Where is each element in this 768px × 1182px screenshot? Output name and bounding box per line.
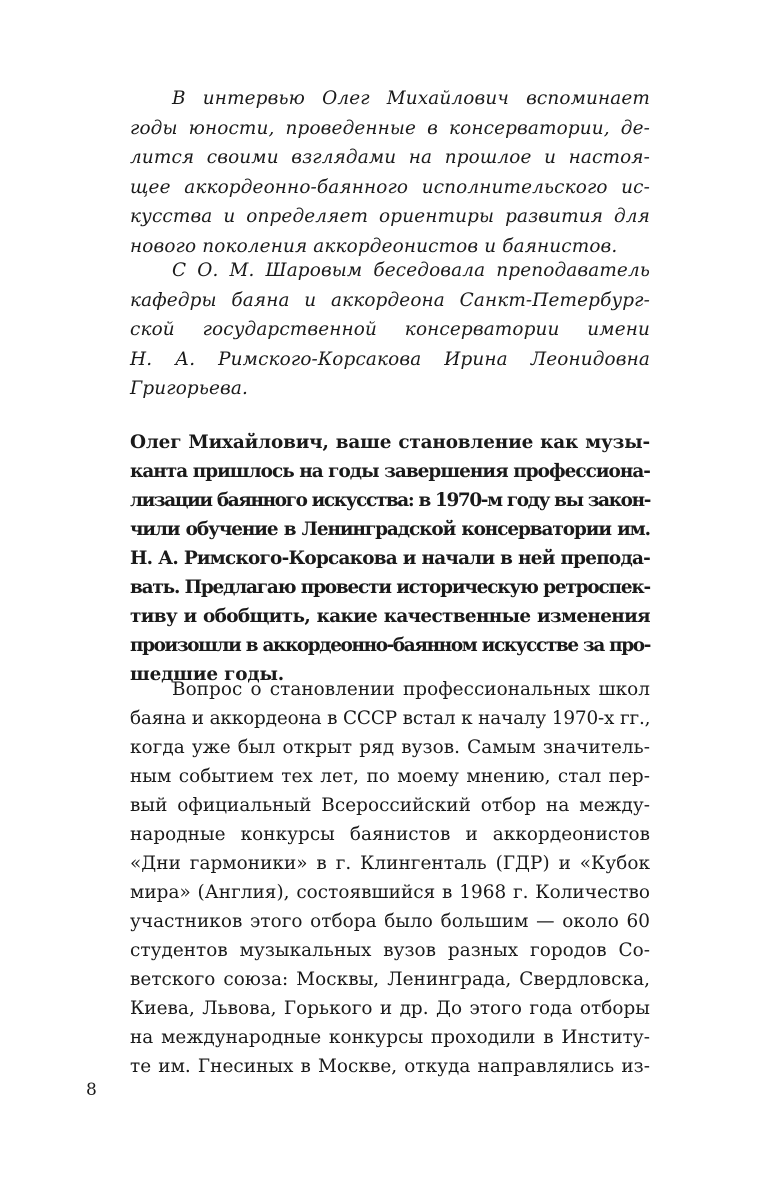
text-line: «Дни гармоники» в г. Клингенталь (ГДР) и «Кубок: [130, 853, 650, 874]
text-line: участников этого отбора было большим — около 60: [130, 911, 650, 932]
text-line: кусства и определяет ориентиры развития для: [130, 206, 650, 227]
text-line: С О. М. Шаровым беседовала преподаватель: [172, 260, 650, 281]
interview-question: [130, 428, 650, 689]
text-line: В интервью Олег Михайлович вспоминает: [172, 88, 650, 109]
text-line: кафедры баяна и аккордеона Санкт-Петербург-: [130, 289, 650, 311]
intro-paragraph-2: [130, 256, 650, 404]
text-line: годы юности, проведенные в консерватории, де-: [130, 117, 650, 139]
text-line: шедшие годы.: [130, 664, 285, 685]
text-line: щее аккордеонно-баянного исполнительского ис-: [130, 176, 650, 198]
text-line: произошли в аккордеонно-баянном искусстве за про-: [130, 635, 650, 656]
text-line: ской государственной консерватории имени: [130, 319, 650, 340]
intro-paragraph-1: [130, 84, 650, 261]
text-line: мира» (Англия), состоявшийся в 1968 г. Количество: [130, 882, 650, 903]
text-line: ветского союза: Москвы, Ленинграда, Свердловска,: [130, 969, 650, 990]
text-line: Григорьева.: [130, 378, 248, 399]
interview-answer: [130, 675, 650, 1081]
text-line: ным событием тех лет, по моему мнению, стал пер-: [130, 766, 650, 787]
page-number: 8: [86, 1080, 97, 1100]
text-line: когда уже был открыт ряд вузов. Самым значитель-: [130, 737, 650, 758]
text-line: чили обучение в Ленинградской консерватории им.: [130, 519, 650, 540]
text-line: Киева, Львова, Горького и др. До этого года отборы: [130, 998, 650, 1019]
text-line: баяна и аккордеона в СССР встал к началу 1970-х гг.,: [130, 708, 651, 729]
text-line: те им. Гнесиных в Москве, откуда направлялись из-: [130, 1056, 650, 1077]
text-line: Н. А. Римского-Корсакова и начали в ней препода-: [130, 548, 650, 569]
text-line: Н. А. Римского-Корсакова Ирина Леонидовна: [130, 348, 650, 370]
text-line: нового поколения аккордеонистов и баянистов.: [130, 235, 618, 257]
text-line: лизации баянного искусства: в 1970-м году вы закон-: [130, 490, 650, 511]
text-line: Олег Михайлович, ваше становление как музы-: [130, 432, 650, 453]
text-line: вать. Предлагаю провести историческую ретроспек-: [130, 577, 650, 598]
text-line: тиву и обобщить, какие качественные изменения: [130, 606, 650, 627]
text-line: лится своими взглядами на прошлое и настоя-: [130, 147, 650, 168]
text-line: канта пришлось на годы завершения профессиона-: [130, 461, 650, 482]
text-line: вый официальный Всероссийский отбор на между-: [130, 795, 650, 816]
text-line: Вопрос о становлении профессиональных школ: [172, 679, 650, 700]
text-line: на международные конкурсы проходили в Институ-: [130, 1027, 650, 1048]
text-line: студентов музыкальных вузов разных городов Со-: [130, 940, 650, 961]
text-line: народные конкурсы баянистов и аккордеонистов: [130, 824, 650, 845]
